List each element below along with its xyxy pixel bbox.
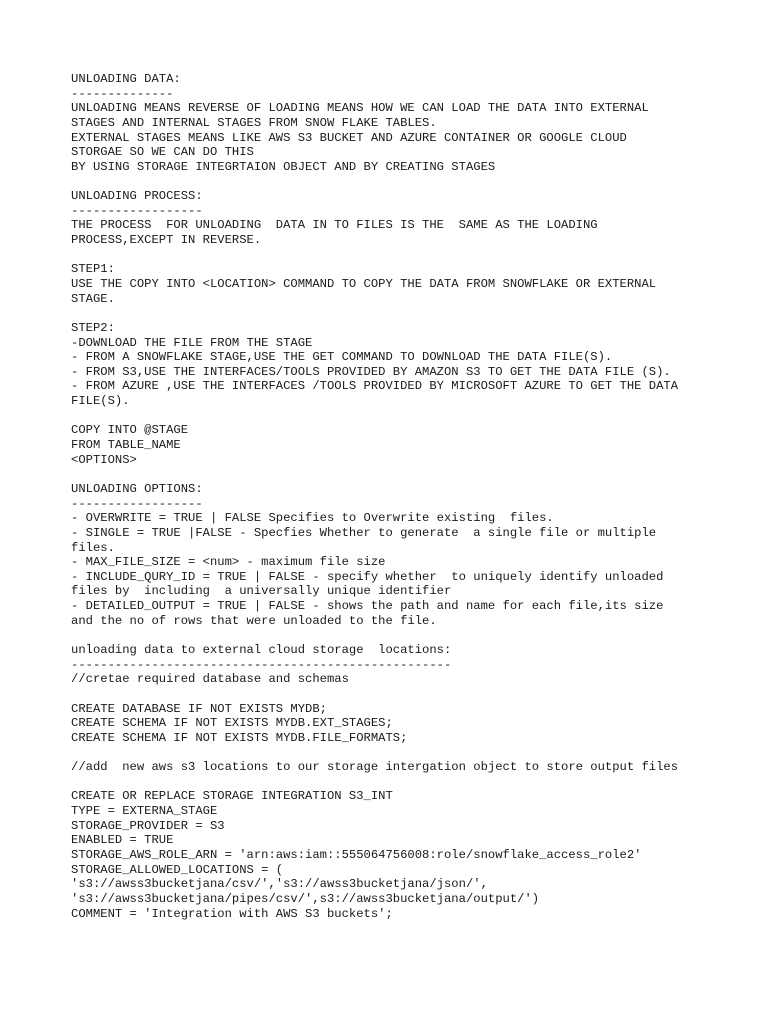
document-line bbox=[71, 775, 751, 790]
document-line: COMMENT = 'Integration with AWS S3 buckets'; bbox=[71, 906, 393, 921]
document-line: CREATE SCHEMA IF NOT EXISTS MYDB.FILE_FORMATS; bbox=[71, 730, 408, 745]
document-line: - FROM A SNOWFLAKE STAGE,USE THE GET COMMAND TO DOWNLOAD THE DATA FILE(S). bbox=[71, 350, 613, 365]
document-line bbox=[71, 409, 751, 424]
document-line: USE THE COPY INTO <LOCATION> COMMAND TO COPY THE DATA FROM SNOWFLAKE OR EXTERNAL bbox=[71, 276, 657, 291]
document-line: TYPE = EXTERNA_STAGE bbox=[71, 804, 218, 819]
document-line: UNLOADING MEANS REVERSE OF LOADING MEANS HOW WE CAN LOAD THE DATA INTO EXTERNAL bbox=[71, 101, 649, 116]
document-line bbox=[71, 248, 751, 263]
document-line: STORAGE_AWS_ROLE_ARN = 'arn:aws:iam::555064756008:role/snowflake_access_role2' bbox=[71, 847, 642, 862]
document-line bbox=[71, 306, 751, 321]
document-line: - INCLUDE_QURY_ID = TRUE | FALSE - specify whether to uniquely identify unloaded bbox=[71, 569, 664, 584]
document-line: THE PROCESS FOR UNLOADING DATA IN TO FILES IS THE SAME AS THE LOADING bbox=[71, 218, 598, 233]
document-line: -DOWNLOAD THE FILE FROM THE STAGE bbox=[71, 335, 313, 350]
document-line: UNLOADING DATA: bbox=[71, 72, 181, 86]
document-line bbox=[71, 628, 751, 643]
document-line: - MAX_FILE_SIZE = <num> - maximum file size bbox=[71, 555, 386, 570]
document-line: 's3://awss3bucketjana/pipes/csv/',s3://awss3bucketjana/output/') bbox=[71, 891, 540, 906]
document-line: and the no of rows that were unloaded to the file. bbox=[71, 613, 437, 628]
document-line bbox=[71, 687, 751, 702]
document-line: - DETAILED_OUTPUT = TRUE | FALSE - shows the path and name for each file,its size bbox=[71, 599, 664, 614]
document-line: PROCESS,EXCEPT IN REVERSE. bbox=[71, 233, 262, 248]
document-line: files. bbox=[71, 540, 115, 555]
document-line: STORAGE_ALLOWED_LOCATIONS = ( bbox=[71, 862, 284, 877]
document-line: unloading data to external cloud storage locations: bbox=[71, 642, 452, 657]
document-line: - SINGLE = TRUE |FALSE - Specfies Whether to generate a single file or multiple bbox=[71, 525, 657, 540]
document-line: //add new aws s3 locations to our storage intergation object to store output files bbox=[71, 760, 679, 775]
document-line: CREATE SCHEMA IF NOT EXISTS MYDB.EXT_STAGES; bbox=[71, 716, 393, 731]
document-line: ------------------ bbox=[71, 496, 203, 511]
document-line: ------------------ bbox=[71, 203, 203, 218]
document-line: UNLOADING PROCESS: bbox=[71, 189, 203, 204]
document-line: FILE(S). bbox=[71, 394, 130, 409]
document-line: UNLOADING OPTIONS: bbox=[71, 481, 203, 496]
document-line: EXTERNAL STAGES MEANS LIKE AWS S3 BUCKET AND AZURE CONTAINER OR GOOGLE CLOUD bbox=[71, 130, 627, 145]
document-line: STEP1: bbox=[71, 262, 115, 277]
document-line: BY USING STORAGE INTEGRTAION OBJECT AND BY CREATING STAGES bbox=[71, 159, 496, 174]
document-line: CREATE OR REPLACE STORAGE INTEGRATION S3_INT bbox=[71, 789, 393, 804]
document-line: STAGE. bbox=[71, 291, 115, 306]
document-line: ---------------------------------------------------- bbox=[71, 657, 452, 672]
document-line: - FROM S3,USE THE INTERFACES/TOOLS PROVIDED BY AMAZON S3 TO GET THE DATA FILE (S). bbox=[71, 364, 671, 379]
document-line: 's3://awss3bucketjana/csv/','s3://awss3bucketjana/json/', bbox=[71, 877, 488, 892]
document-body bbox=[71, 72, 751, 921]
document-line: STAGES AND INTERNAL STAGES FROM SNOW FLAKE TABLES. bbox=[71, 115, 437, 130]
document-line: <OPTIONS> bbox=[71, 452, 137, 467]
document-line: -------------- bbox=[71, 86, 174, 101]
document-line: - OVERWRITE = TRUE | FALSE Specifies to Overwrite existing files. bbox=[71, 511, 554, 526]
document-line: COPY INTO @STAGE bbox=[71, 423, 189, 438]
document-line: STEP2: bbox=[71, 320, 115, 335]
document-line: STORAGE_PROVIDER = S3 bbox=[71, 818, 225, 833]
document-line: CREATE DATABASE IF NOT EXISTS MYDB; bbox=[71, 701, 327, 716]
document-line: STORGAE SO WE CAN DO THIS bbox=[71, 145, 254, 160]
document-line: //cretae required database and schemas bbox=[71, 672, 349, 687]
document-line bbox=[71, 745, 751, 760]
document-line bbox=[71, 467, 751, 482]
document-line: ENABLED = TRUE bbox=[71, 833, 174, 848]
document-line: files by including a universally unique identifier bbox=[71, 584, 452, 599]
document-line: - FROM AZURE ,USE THE INTERFACES /TOOLS PROVIDED BY MICROSOFT AZURE TO GET THE DATA bbox=[71, 379, 679, 394]
document-line bbox=[71, 174, 751, 189]
document-line: FROM TABLE_NAME bbox=[71, 438, 181, 453]
